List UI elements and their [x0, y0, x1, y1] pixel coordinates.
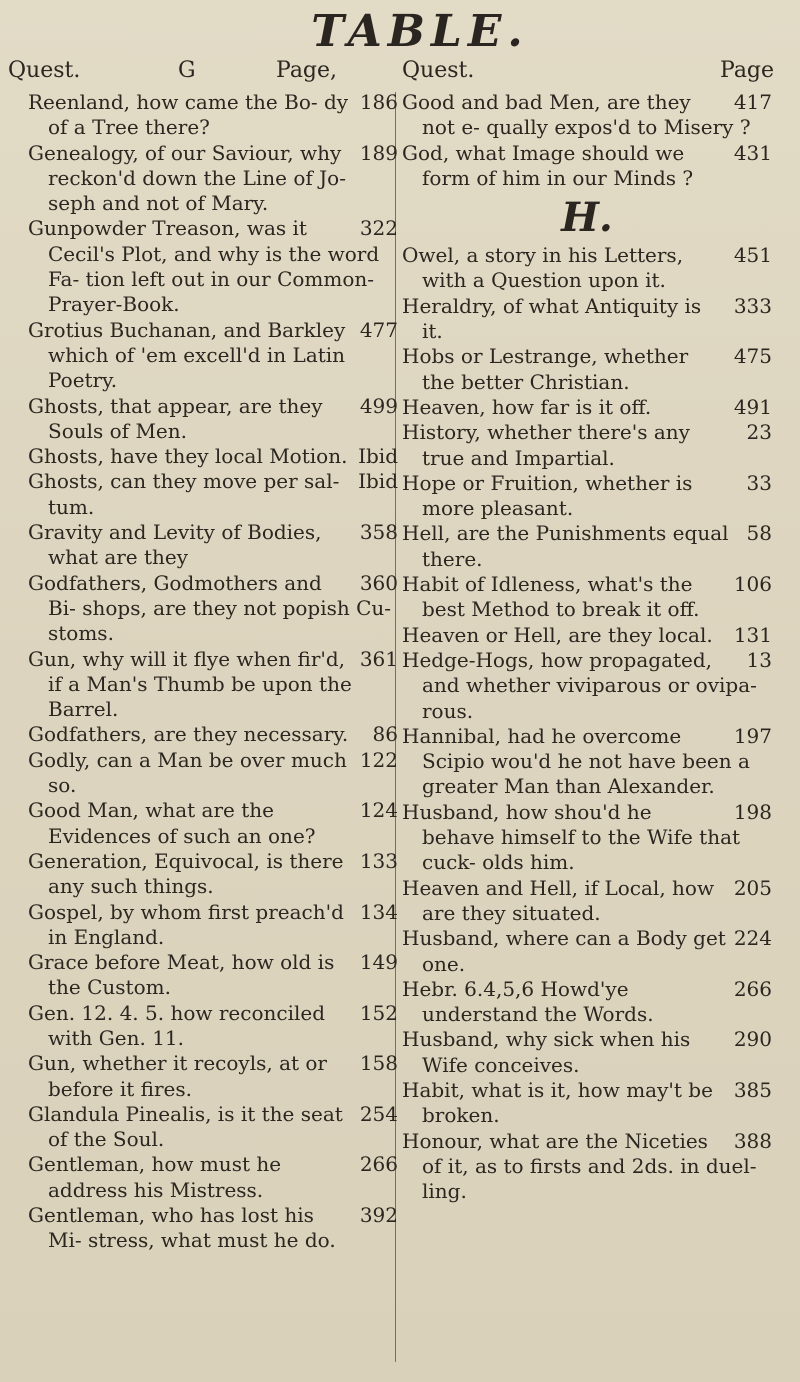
entry-text: Hobs or Lestrange, whether the better Christian. [402, 344, 689, 394]
entry-text: Genealogy, of our Saviour, why reckon'd down the Line of Jo- seph and not of Mary. [28, 140, 346, 216]
index-entry [402, 1129, 772, 1205]
index-entry [402, 471, 772, 522]
entry-page-number: 475 [733, 344, 772, 369]
entry-text: Ghosts, can they move per sal- tum. [28, 469, 340, 519]
index-entry [402, 90, 772, 141]
entry-text: Good and bad Men, are they not e- qually expos'd to Misery ? [402, 90, 751, 140]
entry-page-number: 58 [746, 521, 772, 546]
index-entry [28, 444, 398, 469]
index-entry [402, 1078, 772, 1129]
entry-page-number: Ibid [358, 469, 398, 494]
entry-page-number: 186 [359, 90, 398, 114]
entry-page-number: 388 [733, 1128, 772, 1153]
index-entry [402, 1027, 772, 1078]
entry-text: Ghosts, have they local Motion. [28, 444, 348, 469]
index-entry [402, 141, 772, 192]
index-entry [402, 800, 772, 876]
index-entry [402, 395, 772, 420]
entry-page-number: 358 [359, 520, 398, 545]
index-entry [402, 724, 772, 800]
entry-page-number: 205 [733, 875, 772, 900]
page-title: TABLE. [311, 6, 529, 57]
right-quest-label: Quest. [402, 58, 475, 83]
index-entry [28, 1152, 398, 1203]
entry-text: Gentleman, who has lost his Mi- stress, what must he do. [28, 1203, 336, 1253]
entry-text: Husband, where can a Body get one. [402, 926, 726, 976]
index-entry [402, 243, 772, 294]
index-entry [28, 722, 398, 747]
index-entry [28, 318, 398, 394]
entry-page-number: 13 [746, 647, 772, 672]
entry-page-number: 33 [746, 470, 772, 495]
entry-page-number: 333 [733, 293, 772, 318]
entry-text: Good Man, what are the Evidences of such an one? [28, 798, 316, 848]
index-entry [28, 469, 398, 520]
index-entry [402, 294, 772, 345]
entry-text: Husband, how shou'd he behave himself to the Wife that cuck- olds him. [402, 799, 741, 875]
entry-text: Heaven, how far is it off. [402, 394, 652, 419]
entry-page-number: 224 [733, 926, 772, 951]
entry-text: Gun, whether it recoyls, at or before it fires. [28, 1051, 327, 1101]
right-column-header [400, 58, 790, 86]
index-entry [28, 849, 398, 900]
index-entry [402, 623, 772, 648]
index-entry [28, 90, 398, 141]
index-entry [28, 571, 398, 647]
entry-text: Heaven or Hell, are they local. [402, 622, 713, 647]
entry-text: Grotius Buchanan, and Barkley which of 'em excell'd in Latin Poetry. [28, 317, 346, 393]
entry-page-number: 189 [359, 140, 398, 165]
index-entry [402, 977, 772, 1028]
left-column-header [8, 58, 388, 86]
entry-text: Hope or Fruition, whether is more pleasant. [402, 470, 693, 521]
entry-text: Hannibal, had he overcome Scipio wou'd he not have been a greater Man than Alexander. [402, 723, 750, 799]
index-entry [28, 798, 398, 849]
entry-page-number: 23 [746, 420, 772, 445]
left-column [28, 90, 398, 1254]
index-entry [28, 1102, 398, 1153]
index-entry [28, 520, 398, 571]
entry-text: Gen. 12. 4. 5. how reconciled with Gen. 11. [28, 1000, 326, 1050]
index-entry [402, 926, 772, 977]
index-entry [28, 1051, 398, 1102]
index-entry [402, 648, 772, 724]
entry-page-number: 266 [733, 976, 772, 1001]
entry-page-number: 149 [359, 950, 398, 975]
index-entry [28, 647, 398, 723]
entry-text: Hell, are the Punishments equal there. [402, 521, 729, 571]
entry-text: Godfathers, are they necessary. [28, 722, 349, 747]
entry-page-number: 198 [733, 799, 772, 824]
entry-text: Grace before Meat, how old is the Custom. [28, 950, 335, 1000]
right-page-label: Page [720, 58, 775, 83]
entry-page-number: 197 [733, 723, 772, 748]
index-entry [402, 521, 772, 572]
entry-page-number: 152 [359, 1000, 398, 1025]
entry-text: Habit, what is it, how may't be broken. [402, 1077, 713, 1128]
entry-text: Reenland, how came the Bo- dy of a Tree there? [28, 90, 349, 140]
entry-text: Hedge-Hogs, how propagated, and whether viviparous or ovipa- rous. [402, 647, 757, 723]
entry-page-number: 290 [733, 1027, 772, 1052]
entry-text: Habit of Idleness, what's the best Method to break it off. [402, 572, 700, 622]
entry-page-number: 106 [733, 572, 772, 597]
entry-page-number: 134 [359, 899, 398, 924]
entry-page-number: 385 [733, 1077, 772, 1102]
entry-text: Heraldry, of what Antiquity is it. [402, 293, 702, 344]
entry-text: Generation, Equivocal, is there any such things. [28, 848, 344, 899]
index-entry [402, 876, 772, 927]
entry-text: Gravity and Levity of Bodies, what are they [28, 520, 322, 570]
entry-text: Godly, can a Man be over much so. [28, 747, 347, 798]
entry-text: God, what Image should we form of him in our Minds ? [402, 140, 694, 190]
right-entries-before [402, 90, 772, 191]
entry-text: Godfathers, Godmothers and Bi- shops, are they not popish Cu- stoms. [28, 570, 392, 646]
entry-page-number: 86 [372, 722, 398, 747]
entry-page-number: 266 [359, 1152, 398, 1177]
entry-page-number: 124 [359, 798, 398, 823]
index-entry [28, 1203, 398, 1254]
right-column [402, 90, 772, 1204]
entry-page-number: 451 [733, 243, 772, 268]
entry-text: Owel, a story in his Letters, with a Question upon it. [402, 243, 684, 293]
entry-page-number: 254 [359, 1101, 398, 1126]
index-entry [28, 950, 398, 1001]
entry-page-number: 417 [733, 90, 772, 114]
entry-text: Heaven and Hell, if Local, how are they situated. [402, 875, 715, 925]
section-letter-g: G [178, 58, 196, 83]
entry-page-number: 499 [359, 393, 398, 418]
entry-text: Gentleman, how must he address his Mistress. [28, 1152, 282, 1202]
index-entry [402, 572, 772, 623]
entry-page-number: 131 [733, 622, 772, 647]
entry-text: Husband, why sick when his Wife conceives. [402, 1027, 691, 1077]
entry-text: Honour, what are the Niceties of it, as to firsts and 2ds. in duel- ling. [402, 1128, 757, 1204]
index-entry [28, 216, 398, 317]
entry-page-number: 491 [733, 394, 772, 419]
entry-page-number: Ibid [358, 444, 398, 469]
index-entry [28, 748, 398, 799]
entry-text: Ghosts, that appear, are they Souls of Men. [28, 393, 323, 443]
entry-page-number: 322 [359, 216, 398, 241]
entry-text: History, whether there's any true and Impartial. [402, 420, 690, 470]
entry-page-number: 392 [359, 1203, 398, 1228]
index-entry [402, 344, 772, 395]
left-page-label: Page, [276, 58, 338, 83]
entry-page-number: 477 [359, 317, 398, 342]
entry-page-number: 361 [359, 646, 398, 671]
entry-text: Gospel, by whom first preach'd in England. [28, 899, 344, 949]
index-entry [402, 420, 772, 471]
section-letter-h: H. [561, 194, 613, 242]
entry-text: Hebr. 6.4,5,6 Howd'ye understand the Words. [402, 976, 654, 1027]
entry-page-number: 360 [359, 570, 398, 595]
index-entry [28, 141, 398, 217]
right-entries-after [402, 243, 772, 1204]
entry-page-number: 431 [733, 140, 772, 165]
entry-page-number: 122 [359, 747, 398, 772]
entry-text: Gun, why will it flye when fir'd, if a Man's Thumb be upon the Barrel. [28, 646, 352, 722]
entry-text: Glandula Pinealis, is it the seat of the Soul. [28, 1101, 343, 1152]
left-quest-label: Quest. [8, 58, 81, 83]
index-entry [28, 900, 398, 951]
index-entry [28, 394, 398, 445]
index-entry [28, 1001, 398, 1052]
entry-page-number: 158 [359, 1051, 398, 1076]
entry-page-number: 133 [359, 848, 398, 873]
entry-text: Gunpowder Treason, was it Cecil's Plot, and why is the word Fa- tion left out in our Common- Prayer-Book. [28, 216, 380, 317]
